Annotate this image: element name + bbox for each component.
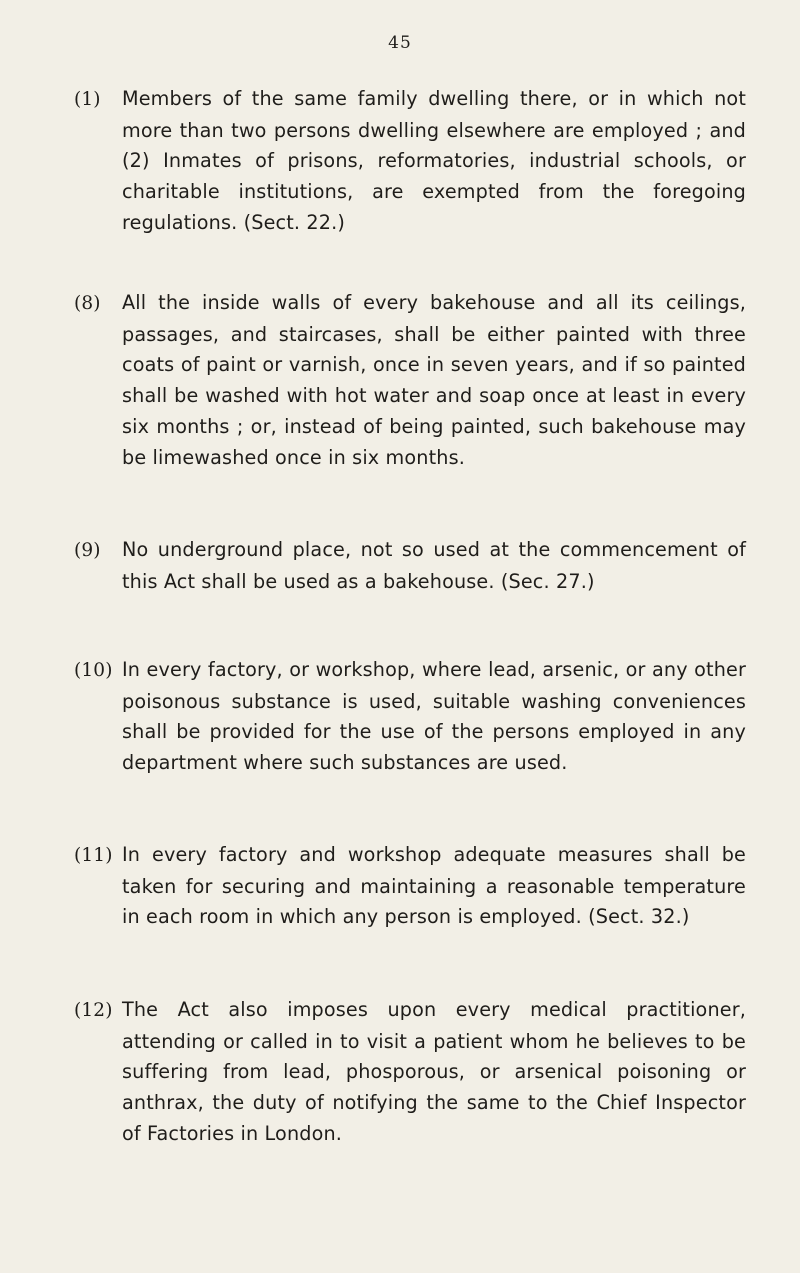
paragraph-text: Members of the same family dwelling there, or in which not more than two persons dwelling elsewhere are employed ; and (2) Inmates of prisons, reformatories, industrial schools, or charitable institutions, are exempted from the foregoing regulations. (Sect. 22.) <box>122 87 746 234</box>
paragraph-marker: (11) <box>74 845 113 866</box>
paragraph-10 <box>74 655 746 779</box>
paragraph-9 <box>74 535 746 597</box>
paragraph-text: All the inside walls of every bakehouse and all its ceilings, passages, and staircases, shall be either painted with three coats of paint or varnish, once in seven years, and if so painted shall be washed with hot water and soap once at least in every six months ; or, instead of being painted, such bakehouse may be limewashed once in six months. <box>122 291 746 469</box>
page-number: 45 <box>388 33 412 53</box>
paragraph-11 <box>74 840 746 933</box>
paragraph-text: In every factory, or workshop, where lead, arsenic, or any other poisonous substance is used, suitable washing conveniences shall be provided for the use of the persons employed in any department where such substances are used. <box>122 658 746 775</box>
paragraph-text: No underground place, not so used at the commencement of this Act shall be used as a bakehouse. (Sec. 27.) <box>122 538 746 593</box>
paragraph-marker: (8) <box>74 293 101 314</box>
paragraph-marker: (1) <box>74 89 101 110</box>
paragraph-1 <box>74 84 746 239</box>
paragraph-text: The Act also imposes upon every medical practitioner, attending or called in to visit a patient whom he believes to be suffering from lead, phosporous, or arsenical poisoning or anthrax, the duty of notifying the same to the Chief Inspector of Factories in London. <box>122 998 746 1145</box>
paragraph-marker: (10) <box>74 660 113 681</box>
paragraph-8 <box>74 288 746 473</box>
paragraph-marker: (9) <box>74 540 101 561</box>
paragraph-text: In every factory and workshop adequate measures shall be taken for securing and maintaining a reasonable temperature in each room in which any person is employed. (Sect. 32.) <box>122 843 746 929</box>
paragraph-12 <box>74 995 746 1150</box>
paragraph-marker: (12) <box>74 1000 113 1021</box>
